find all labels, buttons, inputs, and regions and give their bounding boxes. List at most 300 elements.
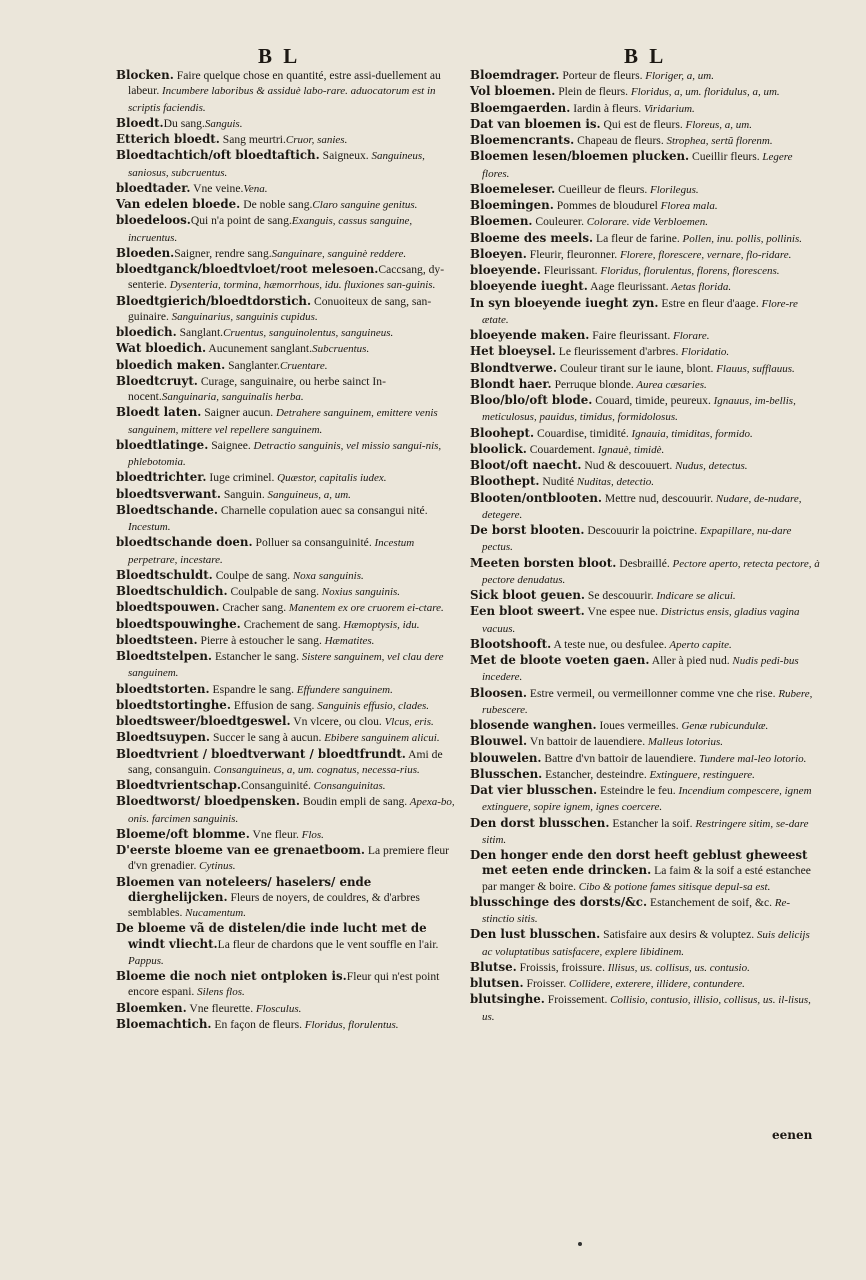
- french-definition: Espandre le sang.: [209, 682, 294, 696]
- headword: Het bloeysel.: [470, 344, 556, 359]
- french-definition: Aucunement sanglant.: [206, 342, 313, 356]
- headword: Den honger ende den dorst heeft geblust gheweest met eeten ende drincken.: [470, 848, 808, 878]
- latin-equivalent: Silens flos.: [194, 986, 245, 999]
- latin-equivalent: Noxius sanguinis.: [319, 586, 401, 598]
- french-definition: Pommes de bloudurel: [553, 199, 658, 212]
- dictionary-entry: [116, 617, 458, 633]
- headword: Bloedt.: [116, 115, 164, 130]
- dictionary-entry: [116, 132, 458, 148]
- dictionary-entry: [116, 875, 458, 922]
- latin-equivalent: Cytinus.: [196, 860, 236, 873]
- dictionary-entry: [116, 213, 458, 246]
- latin-equivalent: Claro sanguine genitus.: [312, 199, 418, 211]
- headword: Bloeme des meels.: [470, 230, 594, 245]
- headword: Bloedtsuypen.: [116, 730, 211, 745]
- dictionary-entry: [116, 584, 458, 600]
- headword: bloedich maken.: [116, 357, 226, 372]
- dictionary-entry: [470, 198, 820, 214]
- latin-equivalent: Genæ rubicundulæ.: [678, 720, 769, 732]
- headword: Van edelen bloede.: [116, 197, 241, 211]
- french-definition: Boudin empli de sang.: [299, 795, 408, 809]
- latin-equivalent: Noxa sanguinis.: [290, 569, 364, 582]
- latin-equivalent: Indicare se alicui.: [653, 590, 736, 602]
- dictionary-entry: [470, 491, 820, 524]
- dictionary-entry: [116, 438, 458, 471]
- dictionary-entry: [116, 747, 458, 779]
- dictionary-entry: [470, 296, 820, 329]
- dictionary-entry: [470, 556, 820, 589]
- dictionary-entry: [116, 246, 458, 262]
- headword: Bloemken.: [116, 1000, 187, 1015]
- headword: De borst blooten.: [470, 523, 585, 537]
- headword: Sick bloot geuen.: [470, 588, 586, 602]
- french-definition: Battre d'vn battoir de lauendiere.: [541, 751, 697, 765]
- headword: Bloedtschande.: [116, 502, 219, 517]
- french-definition: Plein de fleurs.: [555, 85, 629, 99]
- dictionary-entry: [116, 843, 458, 875]
- headword: bloedtsverwant.: [116, 486, 221, 501]
- latin-equivalent: Colorare. vide Verbloemen.: [584, 216, 708, 229]
- french-definition: Iuge criminel.: [206, 471, 275, 485]
- headword: Dat van bloemen is.: [470, 116, 601, 131]
- french-definition: Descouurir la poictrine.: [584, 524, 698, 537]
- latin-equivalent: Suis delicijs ac voluptatibus satisfacere, explere libidinem.: [482, 929, 810, 958]
- french-definition: Crachement de sang.: [240, 617, 341, 631]
- headword: bloeyende maken.: [470, 328, 590, 342]
- french-definition: Aller à pied nud.: [649, 654, 730, 667]
- headword: Bloedtvrientschap.: [116, 778, 242, 792]
- french-definition: Effusion de sang.: [230, 698, 315, 712]
- headword: Blouwel.: [470, 734, 528, 749]
- french-definition: Estancher, desteindre.: [542, 767, 647, 781]
- latin-equivalent: Pollen, inu. pollis, pollinis.: [679, 232, 802, 245]
- dictionary-entry: [470, 604, 820, 637]
- headword: Bloothept.: [470, 474, 540, 489]
- latin-equivalent: Sanguinis effusio, clades.: [314, 699, 430, 712]
- dictionary-entry: [116, 374, 458, 406]
- dictionary-entry: [116, 633, 458, 649]
- dictionary-entry: [470, 279, 820, 295]
- latin-equivalent: Viridarium.: [641, 102, 695, 115]
- latin-equivalent: Flos.: [298, 828, 324, 841]
- latin-equivalent: Quæstor, capitalis iudex.: [274, 472, 387, 485]
- latin-equivalent: Nucamentum.: [182, 907, 246, 919]
- dictionary-entry: [470, 783, 820, 816]
- headword: Bloot/oft naecht.: [470, 458, 582, 472]
- french-definition: La fleur de farine.: [593, 231, 680, 245]
- dictionary-entry: [116, 68, 458, 116]
- french-definition: Consanguinité.: [241, 779, 311, 792]
- latin-equivalent: Extinguere, restinguere.: [646, 768, 755, 781]
- latin-equivalent: Flosculus.: [253, 1002, 302, 1015]
- latin-equivalent: Sanguinaria, sanguinalis herba.: [161, 391, 304, 403]
- french-definition: La fleur de chardons que le vent souffle en l'air.: [217, 937, 439, 951]
- headword: Bloeyen.: [470, 246, 527, 261]
- headword: Bloo/blo/oft blode.: [470, 393, 593, 407]
- dictionary-entry: [116, 600, 458, 616]
- dictionary-entry: [470, 767, 820, 783]
- headword: De bloeme vã de distelen/die inde lucht met de windt vliecht.: [116, 921, 427, 951]
- dictionary-entry: [470, 895, 820, 928]
- french-definition: Polluer sa consanguinité.: [252, 536, 372, 550]
- dictionary-entry: [116, 148, 458, 181]
- french-definition: A teste nue, ou desfulee.: [551, 637, 667, 651]
- latin-equivalent: Strophea, sertũ florenm.: [663, 135, 773, 147]
- headword: bloeyende iueght.: [470, 279, 588, 294]
- headword: bloedtrichter.: [116, 470, 207, 485]
- dictionary-entry: [116, 568, 458, 584]
- headword: bloedtsweer/bloedtgeswel.: [116, 714, 291, 728]
- latin-equivalent: Subcruentus.: [312, 343, 370, 356]
- french-definition: Vne fleur.: [249, 827, 299, 841]
- headword: Bloedt laten.: [116, 405, 202, 420]
- latin-equivalent: Flore-re ætate.: [482, 297, 798, 326]
- latin-equivalent: Incumbere laboribus & assiduè labo-rare. aduocatorum est in scriptis faciendis.: [128, 85, 436, 114]
- dictionary-entry: [116, 503, 458, 536]
- french-definition: Sanglant.: [176, 326, 224, 339]
- latin-equivalent: Floridus, a, um. floridulus, a, um.: [628, 86, 780, 99]
- latin-equivalent: Tundere mal-leo lotorio.: [696, 752, 807, 765]
- latin-equivalent: Cruor, sanies.: [285, 134, 348, 146]
- headword: bloedtschande doen.: [116, 535, 253, 550]
- french-definition: Perruque blonde.: [551, 377, 634, 391]
- headword: Vol bloemen.: [470, 84, 556, 99]
- latin-equivalent: Florilegus.: [647, 183, 699, 196]
- headword: bloedeloos.: [116, 213, 191, 228]
- french-definition: Estanchement de soif, &c.: [647, 895, 773, 909]
- french-definition: Succer le sang à aucun.: [210, 731, 322, 745]
- latin-equivalent: Aperto capite.: [666, 638, 732, 651]
- french-definition: Curage, sanguinaire, ou herbe sainct In-nocent.: [128, 374, 386, 403]
- headword: bloedtstorten.: [116, 681, 210, 696]
- french-definition: Saignee.: [208, 438, 251, 452]
- french-definition: Cracher sang.: [219, 601, 287, 615]
- french-definition: Vn vlcere, ou clou.: [290, 715, 382, 728]
- latin-equivalent: Dysenteria, tormina, hæmorrhous, idu. fluxiones san-guinis.: [166, 279, 436, 292]
- french-definition: Iardin à fleurs.: [570, 101, 642, 115]
- latin-equivalent: Aurea cæsaries.: [633, 378, 707, 391]
- french-definition: Froisser.: [523, 977, 567, 990]
- headword: Bloemgaerden.: [470, 100, 571, 115]
- latin-equivalent: Incestum perpetrare, incestare.: [128, 537, 415, 566]
- dictionary-entry: [116, 921, 458, 969]
- latin-equivalent: Florare.: [670, 330, 710, 342]
- page-header-left: B L: [258, 44, 301, 68]
- french-definition: Fleurissant.: [540, 264, 598, 277]
- headword: Bloemen van noteleers/ haselers/ ende dierghelijcken.: [116, 874, 372, 904]
- headword: bloedtspouwen.: [116, 600, 220, 615]
- dictionary-entry: [116, 487, 458, 503]
- french-definition: Satisfaire aux desirs & voluptez.: [600, 928, 755, 942]
- french-definition: Cueilleur de fleurs.: [555, 182, 648, 196]
- headword: bloeyende.: [470, 263, 541, 277]
- dictionary-entry: [116, 730, 458, 746]
- latin-equivalent: Re-stinctio sitis.: [482, 896, 791, 925]
- headword: D'eerste bloeme van ee grenaetboom.: [116, 843, 365, 857]
- french-definition: Vn battoir de lauendiere.: [527, 735, 646, 749]
- headword: In syn bloeyende iueght zyn.: [470, 295, 659, 310]
- french-definition: Porteur de fleurs.: [559, 69, 643, 82]
- headword: bloedich.: [116, 325, 177, 339]
- headword: Bloedtstelpen.: [116, 649, 213, 663]
- latin-equivalent: Consanguineus, a, um. cognatus, necessa-rius.: [210, 763, 420, 776]
- dictionary-entry: [470, 474, 820, 490]
- dictionary-entry: [470, 214, 820, 230]
- dictionary-entry: [470, 84, 820, 100]
- latin-equivalent: Sanguinarius, sanguinis cupidus.: [168, 310, 318, 323]
- latin-equivalent: Cruentus, sanguinolentus, sanguineus.: [223, 327, 394, 339]
- latin-equivalent: Aetas florida.: [668, 281, 732, 294]
- french-definition: Nudité: [539, 475, 574, 489]
- catchword: eenen: [772, 1128, 813, 1142]
- french-definition: La faim & la soif a esté estanchee par manger & boire.: [482, 864, 811, 893]
- dictionary-entry: [470, 718, 820, 734]
- headword: Blondtverwe.: [470, 360, 557, 375]
- dictionary-entry: [470, 263, 820, 279]
- latin-equivalent: Restringere sitim, se-dare sitim.: [482, 817, 809, 846]
- headword: Bloeme die noch niet ontploken is.: [116, 969, 347, 983]
- headword: Den dorst blusschen.: [470, 815, 610, 830]
- headword: Meeten borsten bloot.: [470, 555, 617, 570]
- latin-equivalent: Illisus, us. collisus, us. contusio.: [604, 961, 750, 974]
- latin-equivalent: Expapillare, nu-dare pectus.: [482, 525, 792, 554]
- dictionary-entry: [116, 649, 458, 682]
- latin-equivalent: Malleus lotorius.: [645, 736, 724, 749]
- latin-equivalent: Nudare, de-nudare, detegere.: [482, 492, 802, 521]
- french-definition: Fleur qui n'est point encore espani.: [128, 970, 440, 999]
- dictionary-entry: [116, 969, 458, 1001]
- french-definition: Coulpe de sang.: [212, 568, 291, 582]
- headword: blouwelen.: [470, 750, 542, 765]
- latin-equivalent: Pectore aperto, retecta pectore, à pectore denudatus.: [482, 557, 820, 586]
- french-definition: Couleur tirant sur le iaune, blont.: [556, 361, 714, 375]
- headword: blusschinge des dorsts/&c.: [470, 894, 648, 909]
- dictionary-entry: [116, 294, 458, 326]
- dictionary-entry: [470, 328, 820, 344]
- french-definition: Estancher la soif.: [609, 816, 693, 830]
- headword: Bloemeleser.: [470, 181, 556, 196]
- french-definition: Vne fleurette.: [186, 1001, 254, 1015]
- latin-equivalent: Flauus, sufflauus.: [713, 362, 795, 375]
- latin-equivalent: Consanguinitas.: [310, 780, 386, 792]
- french-definition: Faire fleurissant.: [589, 329, 671, 342]
- latin-equivalent: Pappus.: [128, 954, 164, 967]
- latin-equivalent: Nuditas, detectio.: [573, 476, 655, 489]
- dictionary-entry: [116, 778, 458, 794]
- french-definition: La premiere fleur d'vn grenadier.: [128, 844, 450, 873]
- dictionary-entry: [116, 1017, 458, 1033]
- headword: Blootshooft.: [470, 636, 552, 651]
- french-definition: Estre en fleur d'aage.: [658, 296, 759, 310]
- latin-equivalent: Ignauus, im-bellis, meticulosus, pauidus, timidus, formidolosus.: [482, 395, 796, 424]
- latin-equivalent: Sanguineus, a, um.: [264, 488, 351, 501]
- dictionary-entry: [470, 816, 820, 849]
- french-definition: Froissis, froissure.: [516, 960, 605, 974]
- headword: Bloemen.: [470, 214, 533, 229]
- french-definition: Estre vermeil, ou vermeillonner comme vne che rise.: [527, 686, 776, 700]
- latin-equivalent: Legere flores.: [482, 151, 793, 180]
- dictionary-entry: [116, 682, 458, 698]
- headword: Bloemachtich.: [116, 1016, 212, 1031]
- headword: bloedtader.: [116, 180, 191, 195]
- right-column: [470, 68, 820, 1025]
- french-definition: Ioues vermeilles.: [596, 719, 679, 732]
- dictionary-entry: [116, 405, 458, 438]
- headword: bloedtsteen.: [116, 632, 198, 647]
- french-definition: Conuoiteux de sang, san-guinaire.: [128, 294, 432, 323]
- dictionary-entry: [470, 653, 820, 686]
- french-definition: Cueillir fleurs.: [689, 150, 760, 164]
- dictionary-entry: [116, 714, 458, 730]
- french-definition: Mettre nud, descouurir.: [602, 491, 714, 505]
- latin-equivalent: Hæmatites.: [321, 634, 375, 647]
- dictionary-entry: [116, 535, 458, 568]
- french-definition: Vne veine.: [190, 181, 244, 195]
- headword: Bloedtworst/ bloedpensken.: [116, 794, 300, 809]
- headword: bloedtstortinghe.: [116, 697, 231, 712]
- dictionary-entry: [116, 827, 458, 843]
- dictionary-entry: [470, 361, 820, 377]
- latin-equivalent: Exanguis, cassus sanguine, incruentus.: [128, 215, 413, 244]
- french-definition: Desbraillé.: [616, 556, 670, 570]
- dictionary-entry: [470, 149, 820, 182]
- dictionary-entry: [470, 68, 820, 84]
- french-definition: Sanglanter.: [225, 358, 280, 372]
- latin-equivalent: Hæmoptysis, idu.: [340, 618, 420, 631]
- dictionary-entry: [470, 117, 820, 133]
- french-definition: Couardise, timidité.: [534, 426, 629, 440]
- headword: bloedtganck/bloedtvloet/root melesoen.: [116, 262, 379, 276]
- latin-equivalent: Ebibere sanguinem alicui.: [321, 732, 440, 745]
- latin-equivalent: Sanguinare, sanguinè reddere.: [271, 247, 407, 260]
- latin-equivalent: Effundere sanguinem.: [293, 683, 393, 696]
- french-definition: Faire quelque chose en quantité, estre assi-duellement au labeur.: [128, 69, 441, 98]
- dictionary-entry: [470, 734, 820, 750]
- latin-equivalent: Collisio, contusio, illisio, collisus, us. il-lisus, us.: [482, 994, 811, 1023]
- dictionary-entry: [470, 247, 820, 263]
- dictionary-entry: [116, 325, 458, 341]
- headword: Bloohept.: [470, 425, 535, 440]
- headword: bloolick.: [470, 441, 527, 456]
- headword: Blondt haer.: [470, 376, 552, 391]
- latin-equivalent: Apexa-bo, onis. farcimen sanguinis.: [128, 796, 455, 825]
- dictionary-entry: [470, 637, 820, 653]
- dictionary-entry: [116, 116, 458, 132]
- latin-equivalent: Floridatio.: [678, 346, 730, 359]
- french-definition: Pierre à estoucher le sang.: [197, 633, 322, 647]
- headword: blutsinghe.: [470, 992, 545, 1007]
- latin-equivalent: Vlcus, eris.: [381, 716, 434, 728]
- headword: blutsen.: [470, 976, 524, 990]
- latin-equivalent: Sanguis.: [204, 117, 243, 130]
- latin-equivalent: Incestum.: [128, 521, 171, 533]
- french-definition: Coulpable de sang.: [227, 585, 320, 598]
- latin-equivalent: Cibo & potione fames sitisque depul-sa est.: [576, 880, 771, 893]
- headword: Een bloot sweert.: [470, 604, 585, 619]
- headword: Blutse.: [470, 959, 517, 974]
- headword: Wat bloedich.: [116, 341, 207, 356]
- dictionary-entry: [470, 992, 820, 1025]
- dictionary-entry: [470, 751, 820, 767]
- dictionary-entry: [470, 442, 820, 458]
- latin-equivalent: Rubere, rubescere.: [482, 687, 813, 716]
- french-definition: Couleurer.: [532, 215, 585, 229]
- french-definition: De noble sang.: [240, 198, 313, 211]
- latin-equivalent: Sanguineus, saniosus, subcruentus.: [128, 150, 425, 179]
- latin-equivalent: Cruentare.: [279, 359, 328, 372]
- french-definition: Esteindre le feu.: [597, 784, 676, 797]
- french-definition: Estancher le sang.: [212, 650, 299, 663]
- dictionary-entry: [470, 393, 820, 426]
- french-definition: Sang meurtri.: [219, 133, 286, 146]
- french-definition: En façon de fleurs.: [211, 1017, 302, 1031]
- headword: Bloeme/oft blomme.: [116, 826, 250, 841]
- french-definition: Vne espee nue.: [584, 605, 658, 619]
- dictionary-entry: [116, 698, 458, 714]
- dictionary-entry: [470, 686, 820, 719]
- headword: Den lust blusschen.: [470, 927, 601, 942]
- dictionary-entry: [116, 358, 458, 374]
- french-definition: Aage fleurissant.: [587, 280, 669, 294]
- page-header-right: B L: [624, 44, 667, 68]
- french-definition: Du sang.: [163, 116, 205, 130]
- headword: Etterich bloedt.: [116, 132, 220, 146]
- latin-equivalent: Floreus, a, um.: [682, 118, 752, 131]
- left-column: [116, 68, 458, 1033]
- headword: bloedtlatinge.: [116, 437, 209, 452]
- latin-equivalent: Ignauia, timiditas, formido.: [628, 427, 753, 440]
- dictionary-entry: [470, 182, 820, 198]
- dictionary-entry: [116, 794, 458, 827]
- headword: blosende wanghen.: [470, 718, 597, 732]
- headword: bloedtspouwinghe.: [116, 616, 241, 631]
- dictionary-entry: [470, 426, 820, 442]
- headword: Bloosen.: [470, 685, 528, 700]
- headword: Bloedtschuldich.: [116, 584, 228, 598]
- french-definition: Nud & descouuert.: [581, 459, 673, 472]
- dictionary-entry: [116, 197, 458, 213]
- french-definition: Chapeau de fleurs.: [574, 134, 664, 147]
- dictionary-entry: [470, 976, 820, 992]
- headword: Blusschen.: [470, 766, 543, 781]
- latin-equivalent: Nudis pedi-bus incedere.: [482, 655, 799, 684]
- dictionary-entry: [116, 470, 458, 486]
- dictionary-entry: [116, 262, 458, 294]
- headword: Bloedtvrient / bloedtverwant / bloedtfrundt.: [116, 746, 406, 761]
- dictionary-entry: [470, 848, 820, 895]
- dictionary-entry: [470, 344, 820, 360]
- dictionary-entry: [116, 181, 458, 197]
- dictionary-entry: [470, 960, 820, 976]
- headword: Bloeden.: [116, 245, 175, 260]
- french-definition: Qui est de fleurs.: [600, 117, 683, 131]
- latin-equivalent: Districtus ensis, gladius vagina vacuus.: [482, 606, 800, 635]
- french-definition: Caccsang, dy-senterie.: [128, 263, 445, 292]
- dictionary-entry: [116, 341, 458, 357]
- dictionary-entry: [470, 231, 820, 247]
- headword: Bloedtgierich/bloedtdorstich.: [116, 293, 312, 308]
- headword: Bloedtschuldt.: [116, 567, 213, 582]
- headword: Bloemencrants.: [470, 133, 575, 147]
- latin-equivalent: Detrahere sanguinem, emittere venis sanguinem, mittere vel repellere sanguinem.: [128, 407, 438, 436]
- headword: Dat vier blusschen.: [470, 783, 598, 797]
- french-definition: Saigner, rendre sang.: [174, 246, 272, 260]
- headword: Met de bloote voeten gaen.: [470, 653, 650, 667]
- headword: Bloedtachtich/oft bloedtaftich.: [116, 148, 320, 163]
- dictionary-entry: [470, 588, 820, 604]
- headword: Bloedtcruyt.: [116, 373, 198, 388]
- french-definition: Charnelle copulation auec sa consangui nité.: [218, 503, 428, 517]
